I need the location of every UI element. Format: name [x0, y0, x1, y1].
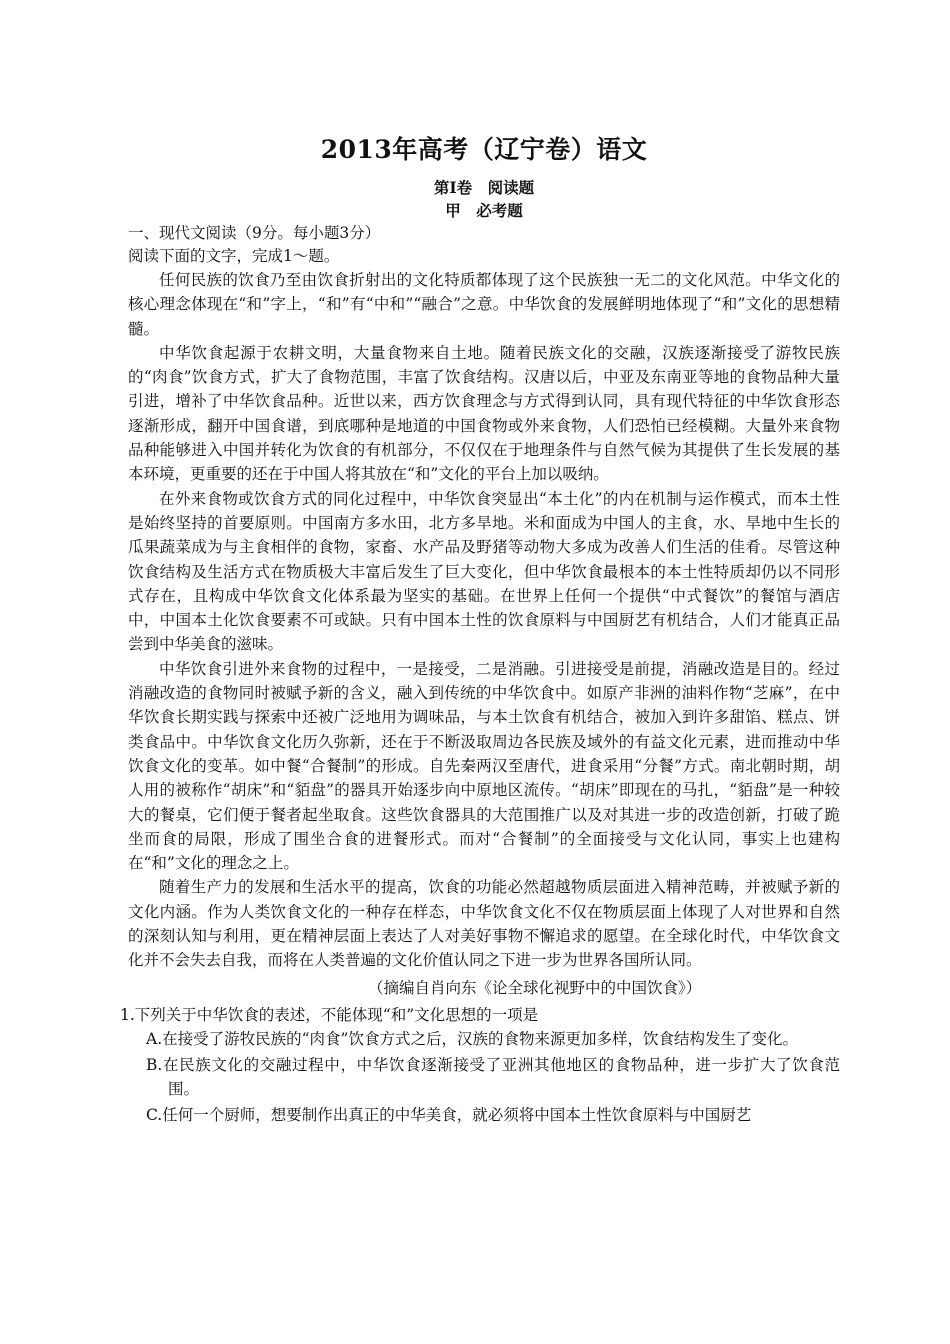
exam-title: 2013年高考（辽宁卷）语文: [320, 135, 648, 164]
option-c: C.任何一个厨师，想要制作出真正的中华美食，就必须将中国本土性饮食原料与中国厨艺: [146, 1105, 752, 1124]
section-heading: 一、现代文阅读（9分。每小题3分）: [128, 224, 381, 242]
passage-source: （摘编自肖向东《论全球化视野中的中国饮食》）: [368, 978, 702, 997]
passage-paragraph-3: 在外来食物或饮食方式的同化过程中，中华饮食突显出“本土化”的内在机制与运作模式，而本土性是始终坚持的首要原则。中国南方多水田，北方多旱地。米和面成为中国人的主食，水、旱地中生长的瓜果蔬菜成为与主食相伴的食物，家畜、水产品及野猪等动物大多成为改善人们生活的佳肴。尽管这种饮食结构及生活方式在物质极大丰富后发生了巨大变化，但中华饮食最根本的本土性特质却仍以不同形式存在，且构成中华饮食文化体系最为坚实的基础。在世界上任何一个提供“中式餐饮”的餐馆与酒店中，中国本土化饮食要素不可或缺。只有中国本土性的饮食原料与中国厨艺有机结合，人们才能真正品尝到中华美食的滋味。: [128, 489, 840, 654]
option-a: A.在接受了游牧民族的“肉食”饮食方式之后，汉族的食物来源更加多样，饮食结构发生了变化。: [146, 1029, 798, 1048]
part-heading: 甲 必考题: [445, 201, 523, 220]
exam-page: [120, 130, 840, 1129]
passage-paragraph-2: 中华饮食起源于农耕文明，大量食物来自土地。随着民族文化的交融，汉族逐渐接受了游牧民族的“肉食”饮食方式，扩大了食物范围，丰富了饮食结构。汉唐以后，中亚及东南亚等地的食物品种大量引进，增补了中华饮食品种。近世以来，西方饮食理念与方式得到认同，具有现代特征的中华饮食形态逐渐形成，翻开中国食谱，到底哪种是地道的中国食物或外来食物，人们恐怕已经模糊。大量外来食物品种能够进入中国并转化为饮食的有机部分，不仅仅在于地理条件与自然气候为其提供了生长发展的基本环境，更重要的还在于中国人将其放在“和”文化的平台上加以吸纳。: [128, 343, 840, 484]
option-b: B.在民族文化的交融过程中，中华饮食逐渐接受了亚洲其他地区的食物品种，进一步扩大了饮食范围。: [146, 1055, 840, 1098]
passage-paragraph-5: 随着生产力的发展和生活水平的提高，饮食的功能必然超越物质层面进入精神范畴，并被赋予新的文化内涵。作为人类饮食文化的一种存在样态，中华饮食文化不仅在物质层面上体现了人对世界和自然的深刻认知与利用，更在精神层面上表达了人对美好事物不懈追求的愿望。在全球化时代，中华饮食文化并不会失去自我，而将在人类普遍的文化价值认同之下进一步为世界各国所认同。: [128, 878, 840, 970]
passage-paragraph-4: 中华饮食引进外来食物的过程中，一是接受，二是消融。引进接受是前提，消融改造是目的。经过消融改造的食物同时被赋予新的含义，融入到传统的中华饮食中。如原产非洲的油料作物“芝麻”，在中华饮食长期实践与探索中还被广泛地用为调味品，与本土饮食有机结合，被加入到许多甜馅、糕点、饼类食品中。中华饮食文化历久弥新，还在于不断汲取周边各民族及域外的有益文化元素，进而推动中华饮食文化的变革。如中餐“合餐制”的形成。自先秦两汉至唐代，进食采用“分餐”方式。南北朝时期，胡人用的被称作“胡床”和“貊盘”的器具开始逐步向中原地区流传。“胡床”即现在的马扎，“貊盘”是一种较大的餐桌，它们便于餐者起坐取食。这些饮食器具的大范围推广以及对其进一步的改造创新，打破了跪坐而食的局限，形成了围坐合食的进餐形式。而对“合餐制”的全面接受与文化认同，事实上也建构在“和”文化的理念之上。: [128, 659, 840, 873]
reading-instruction: 阅读下面的文字，完成1～题。: [128, 247, 340, 265]
question-1-options: [128, 1027, 840, 1127]
volume-heading: 第Ⅰ卷 阅读题: [433, 178, 535, 197]
question-1-stem: 1.下列关于中华饮食的表述，不能体现“和”文化思想的一项是: [120, 1005, 539, 1024]
passage-paragraph-1: 任何民族的饮食乃至由饮食折射出的文化特质都体现了这个民族独一无二的文化风范。中华文化的核心理念体现在“和”字上，“和”有“中和”“融合”之意。中华饮食的发展鲜明地体现了“和”文化的思想精髓。: [128, 271, 840, 338]
reading-passage: [128, 268, 840, 973]
